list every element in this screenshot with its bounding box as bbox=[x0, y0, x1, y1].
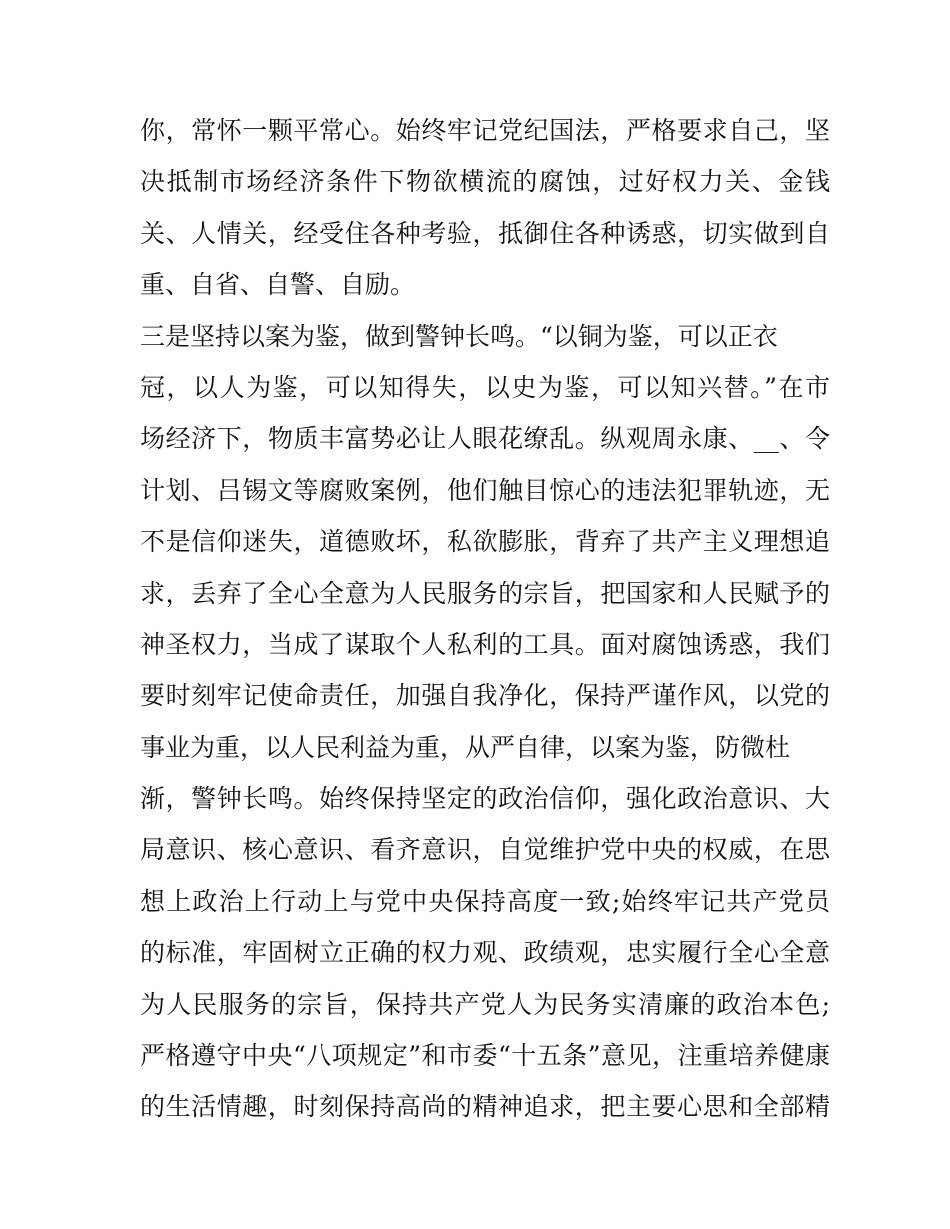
text-line: 神圣权力，当成了谋取个人私利的工具。面对腐蚀诱惑，我们 bbox=[140, 629, 830, 659]
text-line: 局意识、核心意识、看齐意识，自觉维护党中央的权威，在思 bbox=[140, 835, 830, 865]
text-line: 决抵制市场经济条件下物欲横流的腐蚀，过好权力关、金钱 bbox=[140, 167, 830, 197]
text-line: 关、人情关，经受住各种考验，抵御住各种诱惑，切实做到自 bbox=[140, 218, 830, 248]
text-line: 渐，警钟长鸣。始终保持坚定的政治信仰，强化政治意识、大 bbox=[140, 784, 830, 814]
body-text bbox=[140, 105, 830, 1133]
text-line: 重、自省、自警、自励。 bbox=[140, 270, 416, 300]
text-line: 场经济下，物质丰富势必让人眼花缭乱。纵观周永康、__、令 bbox=[140, 424, 830, 454]
text-line: 要时刻牢记使命责任，加强自我净化，保持严谨作风，以党的 bbox=[140, 681, 830, 711]
text-line: 严格遵守中央“八项规定”和市委“十五条”意见，注重培养健康 bbox=[140, 1041, 830, 1071]
text-line: 你，常怀一颗平常心。始终牢记党纪国法，严格要求自己，坚 bbox=[140, 116, 830, 145]
text-line: 为人民服务的宗旨，保持共产党人为民务实清廉的政治本色; bbox=[140, 989, 830, 1019]
text-line: 不是信仰迷失，道德败坏，私欲膨胀，背弃了共产主义理想追 bbox=[140, 527, 830, 557]
text-line: 的标准，牢固树立正确的权力观、政绩观，忠实履行全心全意 bbox=[140, 938, 830, 968]
text-line: 冠，以人为鉴，可以知得失，以史为鉴，可以知兴替。”在市 bbox=[140, 372, 830, 402]
text-line: 想上政治上行动上与党中央保持高度一致;始终牢记共产党员 bbox=[140, 886, 830, 916]
text-line: 的生活情趣，时刻保持高尚的精神追求，把主要心思和全部精 bbox=[140, 1092, 830, 1122]
text-line: 计划、吕锡文等腐败案例，他们触目惊心的违法犯罪轨迹，无 bbox=[140, 475, 830, 505]
text-line: 事业为重，以人民利益为重，从严自律，以案为鉴，防微杜 bbox=[140, 732, 791, 762]
text-line: 三是坚持以案为鉴，做到警钟长鸣。“以铜为鉴，可以正衣 bbox=[140, 321, 778, 351]
text-line: 求，丢弃了全心全意为人民服务的宗旨，把国家和人民赋予的 bbox=[140, 578, 830, 608]
